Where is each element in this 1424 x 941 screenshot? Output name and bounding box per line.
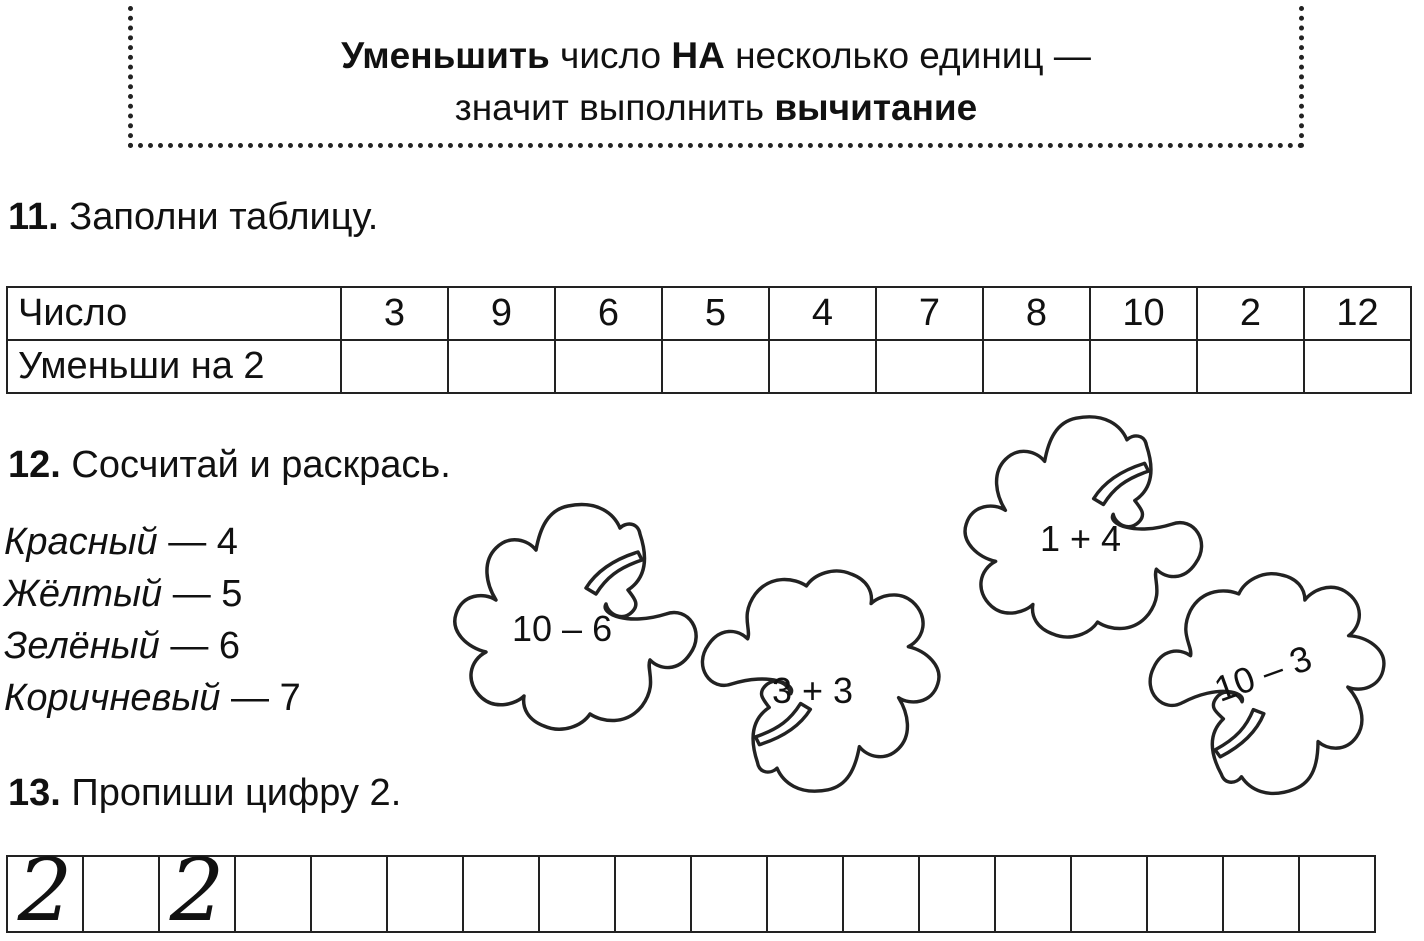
table-value: 12 <box>1304 287 1411 340</box>
legend-value: 4 <box>216 521 238 563</box>
table-value: 7 <box>876 287 983 340</box>
legend-sep: — <box>220 677 280 719</box>
writing-cell[interactable] <box>82 855 160 933</box>
leaf-4-expression: 10 – 3 <box>1208 637 1317 710</box>
legend-value: 5 <box>221 573 243 615</box>
writing-cell[interactable] <box>614 855 692 933</box>
writing-grid <box>6 841 1376 941</box>
writing-cell[interactable] <box>386 855 464 933</box>
task-13-title <box>8 772 401 815</box>
task-13-number: 13. <box>8 772 61 814</box>
legend-color: Красный <box>4 521 158 563</box>
rule-bold-3: вычитание <box>774 87 978 128</box>
writing-cell[interactable] <box>918 855 996 933</box>
rule-text-3: значит выполнить <box>454 87 775 128</box>
table-value: 10 <box>1090 287 1197 340</box>
writing-cell[interactable] <box>842 855 920 933</box>
rule-text-2: несколько единиц — <box>724 35 1091 76</box>
legend-color: Зелёный <box>4 625 160 667</box>
leaf-1-expression: 10 – 6 <box>512 608 613 649</box>
legend-color: Коричневый <box>4 677 221 719</box>
writing-cell[interactable] <box>1222 855 1300 933</box>
table-value: 8 <box>983 287 1090 340</box>
table-value: 3 <box>341 287 448 340</box>
writing-cell[interactable] <box>690 855 768 933</box>
legend-sep: — <box>159 625 219 667</box>
legend-value: 7 <box>279 677 301 719</box>
legend-sep: — <box>162 573 222 615</box>
writing-cell[interactable] <box>1298 855 1376 933</box>
legend-color: Жёлтый <box>4 573 163 615</box>
writing-cell[interactable] <box>462 855 540 933</box>
row-label-number: Число <box>7 287 341 340</box>
writing-cell[interactable] <box>234 855 312 933</box>
legend-value: 6 <box>218 625 241 667</box>
writing-cell[interactable] <box>538 855 616 933</box>
writing-cell[interactable]: 2 <box>6 855 84 933</box>
writing-cell[interactable] <box>994 855 1072 933</box>
leaf-3-expression: 1 + 4 <box>1040 518 1122 559</box>
table-value: 4 <box>769 287 876 340</box>
table-value: 5 <box>662 287 769 340</box>
rule-bold-1: Уменьшить <box>341 35 550 76</box>
table-value: 6 <box>555 287 662 340</box>
writing-cell[interactable] <box>310 855 388 933</box>
task-11-text: Заполни таблицу. <box>58 196 379 238</box>
rule-bold-2: НА <box>671 35 725 76</box>
row-label-decrease: Уменьши на 2 <box>7 340 341 393</box>
task-12-text: Сосчитай и раскрась. <box>60 444 451 486</box>
writing-cell[interactable] <box>1070 855 1148 933</box>
leaf-2-expression: 3 + 3 <box>772 670 854 711</box>
writing-cell[interactable]: 2 <box>158 855 236 933</box>
task-11-number: 11. <box>8 196 59 238</box>
table-value: 2 <box>1197 287 1304 340</box>
table-value: 9 <box>448 287 555 340</box>
writing-cell[interactable] <box>766 855 844 933</box>
rule-text-1: число <box>549 35 672 76</box>
task-13-text: Пропиши цифру 2. <box>60 772 402 814</box>
writing-cell[interactable] <box>1146 855 1224 933</box>
task-12-number: 12. <box>8 444 61 486</box>
legend-sep: — <box>157 521 217 563</box>
